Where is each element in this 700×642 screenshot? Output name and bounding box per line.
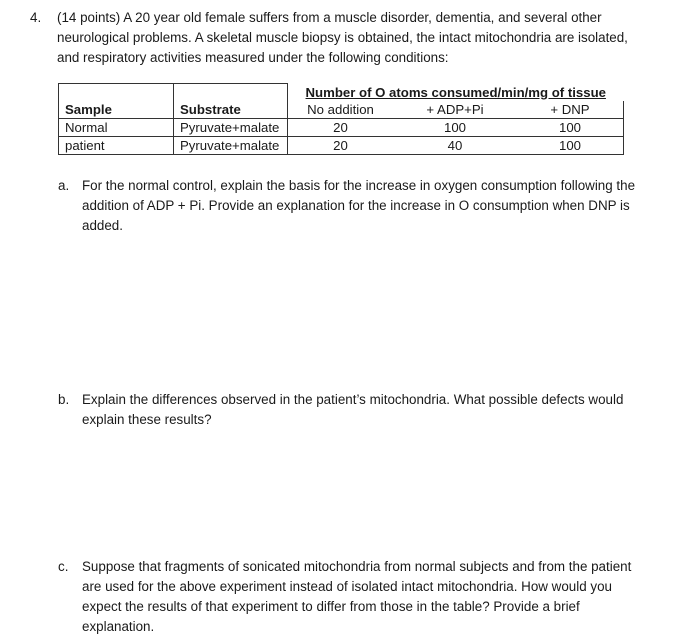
part-a bbox=[58, 176, 648, 236]
cell-dnp: 100 bbox=[517, 119, 624, 137]
cell-no-addition: 20 bbox=[288, 119, 394, 137]
header-substrate: Substrate bbox=[174, 101, 288, 119]
part-a-text: For the normal control, explain the basis for the increase in oxygen consumption following the addition of ADP + Pi. Provide an explanation for the increase in O consumption when DNP is added. bbox=[82, 178, 636, 233]
respiration-table bbox=[58, 83, 624, 155]
part-c-letter: c. bbox=[58, 559, 69, 574]
cell-substrate: Pyruvate+malate bbox=[174, 137, 288, 155]
cell-substrate: Pyruvate+malate bbox=[174, 119, 288, 137]
part-b-letter: b. bbox=[58, 392, 70, 407]
header-blank-2 bbox=[174, 84, 288, 102]
part-c bbox=[58, 557, 648, 637]
cell-adp-pi: 100 bbox=[393, 119, 517, 137]
header-blank-1 bbox=[59, 84, 174, 102]
header-no-addition: No addition bbox=[307, 102, 374, 117]
table-header-row bbox=[59, 101, 624, 119]
header-dnp: + DNP bbox=[517, 101, 624, 119]
question-4 bbox=[30, 8, 670, 68]
table-header-group-row bbox=[59, 84, 624, 102]
part-b bbox=[58, 390, 648, 430]
part-a-letter: a. bbox=[58, 178, 70, 193]
header-sample: Sample bbox=[59, 101, 174, 119]
cell-no-addition: 20 bbox=[288, 137, 394, 155]
cell-sample: patient bbox=[59, 137, 174, 155]
cell-adp-pi: 40 bbox=[393, 137, 517, 155]
table-row bbox=[59, 119, 624, 137]
part-c-text: Suppose that fragments of sonicated mitochondria from normal subjects and from the patient are used for the above experiment instead of isolated intact mitochondria. How would you expect the results of that experiment to differ from those in the table? Provide a brief explanation. bbox=[82, 559, 632, 634]
header-o-atoms-consumed: Number of O atoms consumed/min/mg of tissue bbox=[305, 84, 606, 100]
table-row bbox=[59, 137, 624, 155]
question-number: 4. bbox=[30, 10, 42, 25]
question-text: (14 points) A 20 year old female suffers from a muscle disorder, dementia, and several other neurological problems. A skeletal muscle biopsy is obtained, the intact mitochondria are isolated, and respiratory activities measured under the following conditions: bbox=[57, 10, 628, 65]
cell-sample: Normal bbox=[59, 119, 174, 137]
header-adp-pi: + ADP+Pi bbox=[426, 102, 484, 117]
part-b-text: Explain the differences observed in the patient’s mitochondria. What possible defects would explain these results? bbox=[82, 392, 624, 427]
cell-dnp: 100 bbox=[517, 137, 624, 155]
